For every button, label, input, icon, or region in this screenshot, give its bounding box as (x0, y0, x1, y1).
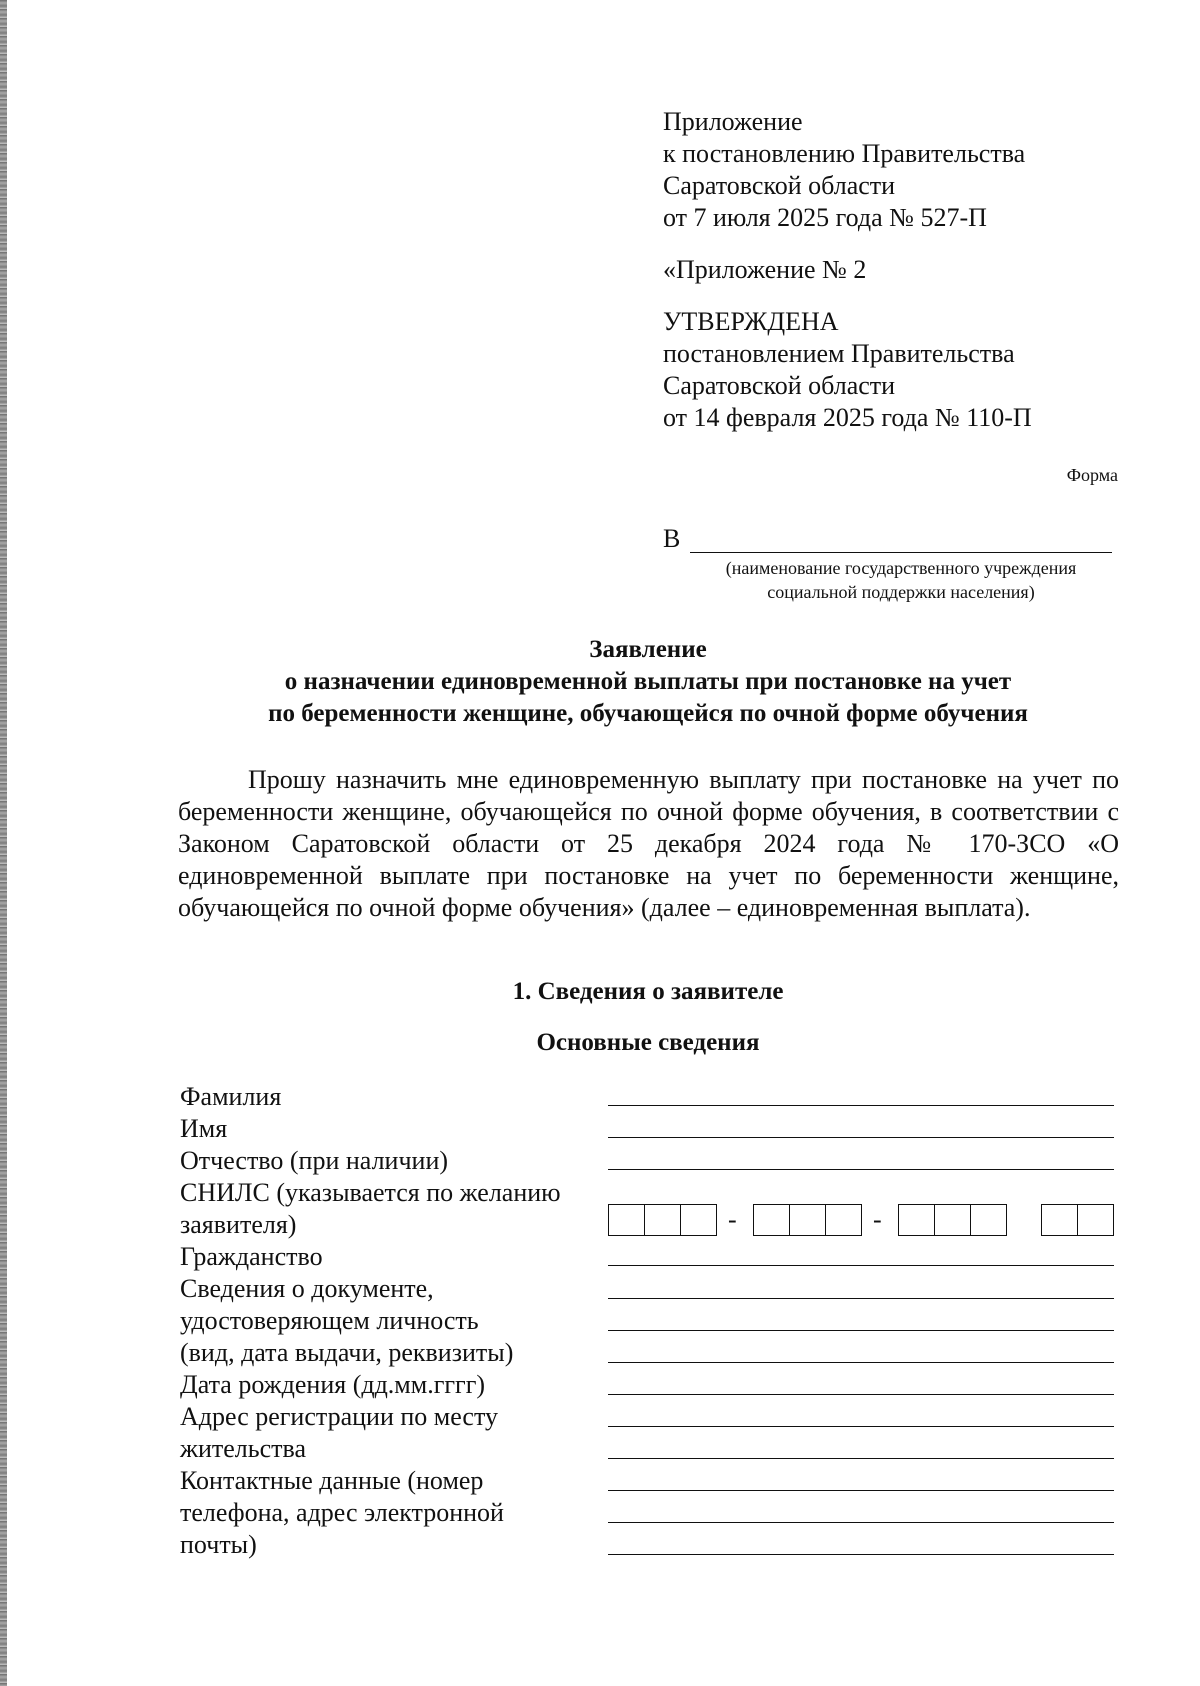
appendix-line: к постановлению Правительства (663, 139, 1026, 168)
snils-digit-cell[interactable] (971, 1205, 1006, 1235)
field-label-id-document: удостоверяющем личность (180, 1306, 479, 1335)
approved-line: Саратовской области (663, 371, 896, 400)
snils-digit-cell[interactable] (790, 1205, 826, 1235)
form-label: Форма (1066, 465, 1118, 485)
snils-digit-cell[interactable] (754, 1205, 790, 1235)
address-input-line[interactable] (608, 1426, 1114, 1427)
snils-separator: - (873, 1205, 882, 1234)
field-label-snils: СНИЛС (указывается по желанию (180, 1178, 561, 1207)
approved-line: постановлением Правительства (663, 339, 1015, 368)
contacts-input-line[interactable] (608, 1554, 1114, 1555)
recipient-prefix: В (663, 524, 681, 553)
field-label-patronymic: Отчество (при наличии) (180, 1146, 449, 1175)
appendix-line: Приложение (663, 107, 803, 136)
id-document-input-line[interactable] (608, 1362, 1114, 1363)
scan-edge (0, 0, 7, 1686)
field-label-id-document: Сведения о документе, (180, 1274, 434, 1303)
title-line: Заявление (589, 636, 707, 663)
id-document-input-line[interactable] (608, 1298, 1114, 1299)
intro-paragraph: Прошу назначить мне единовременную выплату при постановке на учет по беременности женщине, обучающейся по очной форме обучения, в соответствии с Законом Саратовской области от 25 декабря 2024 года № 170-ЗСО «О единовременной выплате при постановке на учет по беременности женщине, обучающейся по очной форме обучения» (далее – единовременная выплата). (178, 765, 1119, 922)
field-label-birth-date: Дата рождения (дд.мм.гггг) (180, 1370, 486, 1399)
recipient-caption (690, 556, 1112, 604)
subsection-title: Основные сведения (536, 1029, 760, 1056)
address-input-line[interactable] (608, 1458, 1114, 1459)
snils-digit-cell[interactable] (899, 1205, 935, 1235)
approved-line: УТВЕРЖДЕНА (663, 307, 839, 336)
patronymic-input-line[interactable] (608, 1169, 1114, 1170)
document-title (178, 634, 1118, 730)
recipient-input-line[interactable] (690, 552, 1112, 553)
snils-digit-cell[interactable] (609, 1205, 645, 1235)
approved-block (663, 306, 1032, 434)
snils-digit-cell[interactable] (681, 1205, 716, 1235)
birth-date-input-line[interactable] (608, 1394, 1114, 1395)
appendix-number: «Приложение № 2 (663, 255, 867, 284)
id-document-input-line[interactable] (608, 1330, 1114, 1331)
field-label-address: жительства (180, 1434, 306, 1463)
appendix-line: от 7 июля 2025 года № 527-П (663, 203, 987, 232)
title-line: по беременности женщине, обучающейся по очной форме обучения (268, 700, 1028, 727)
snils-input-group-3[interactable] (898, 1204, 1007, 1236)
field-label-id-document: (вид, дата выдачи, реквизиты) (180, 1338, 514, 1367)
contacts-input-line[interactable] (608, 1490, 1114, 1491)
section-title: 1. Сведения о заявителе (512, 978, 784, 1005)
snils-input-group-2[interactable] (753, 1204, 862, 1236)
appendix-block (663, 106, 1025, 234)
recipient-caption-line: социальной поддержки населения) (767, 582, 1035, 602)
citizenship-input-line[interactable] (608, 1265, 1114, 1266)
field-label-contacts: почты) (180, 1530, 257, 1559)
snils-digit-cell[interactable] (1078, 1205, 1113, 1235)
name-input-line[interactable] (608, 1137, 1114, 1138)
field-label-contacts: телефона, адрес электронной (180, 1498, 504, 1527)
contacts-input-line[interactable] (608, 1522, 1114, 1523)
field-label-name: Имя (180, 1114, 228, 1143)
field-label-surname: Фамилия (180, 1082, 282, 1111)
recipient-caption-line: (наименование государственного учреждения (725, 558, 1077, 578)
snils-digit-cell[interactable] (826, 1205, 861, 1235)
field-label-snils: заявителя) (180, 1210, 297, 1239)
approved-line: от 14 февраля 2025 года № 110-П (663, 403, 1032, 432)
field-label-contacts: Контактные данные (номер (180, 1466, 484, 1495)
surname-input-line[interactable] (608, 1105, 1114, 1106)
snils-separator: - (728, 1205, 737, 1234)
field-label-address: Адрес регистрации по месту (180, 1402, 498, 1431)
field-label-citizenship: Гражданство (180, 1242, 323, 1271)
snils-digit-cell[interactable] (1042, 1205, 1078, 1235)
snils-digit-cell[interactable] (645, 1205, 681, 1235)
snils-digit-cell[interactable] (935, 1205, 971, 1235)
snils-input-group-1[interactable] (608, 1204, 717, 1236)
title-line: о назначении единовременной выплаты при постановке на учет (284, 668, 1012, 695)
snils-checksum-group[interactable] (1041, 1204, 1114, 1236)
appendix-line: Саратовской области (663, 171, 896, 200)
